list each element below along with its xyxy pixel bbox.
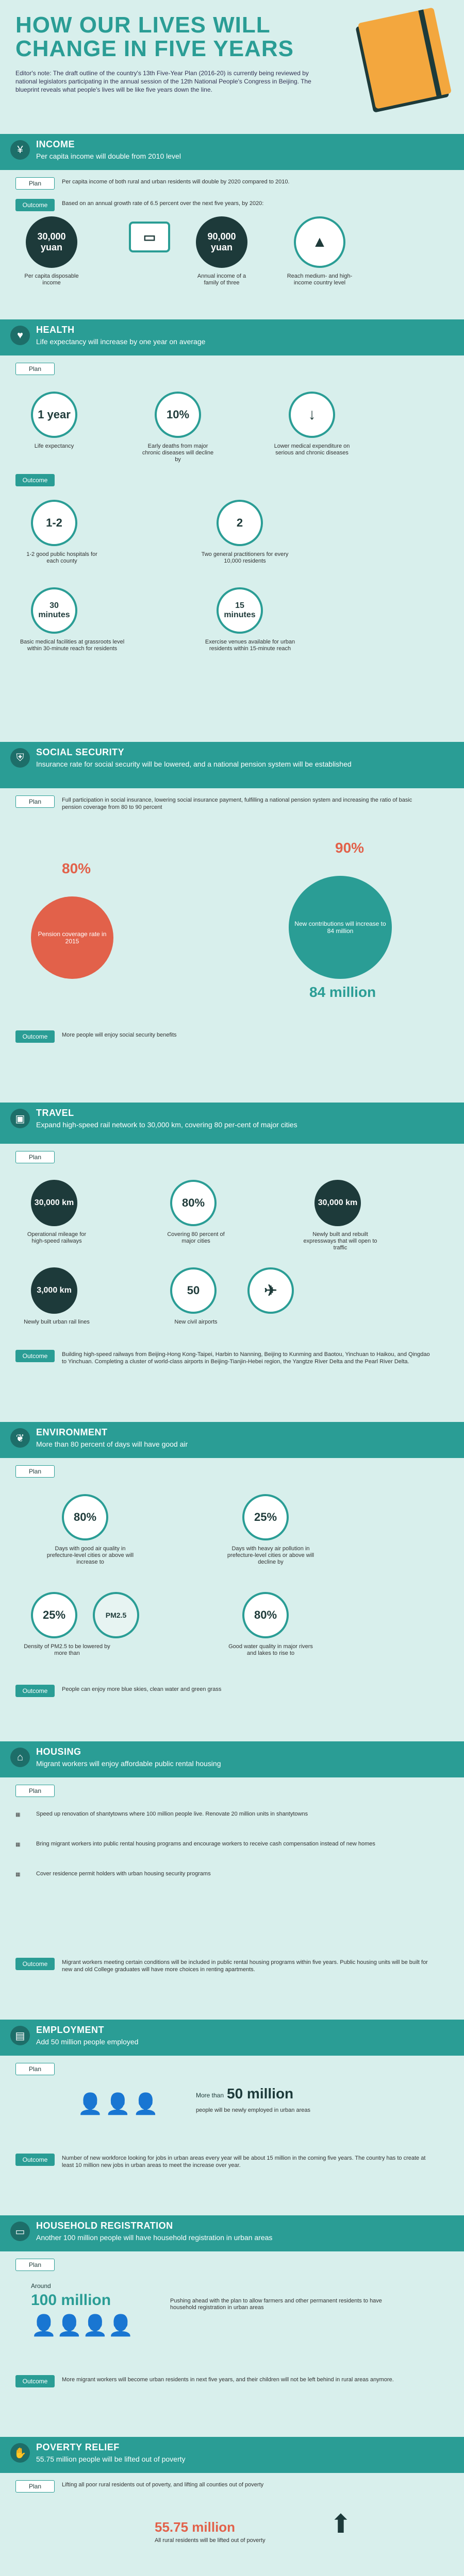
notebook-illustration [358, 7, 452, 109]
outcome-row [15, 1350, 430, 1365]
section-subtitle: Per capita income will double from 2010 level [36, 152, 181, 160]
section-title: HEALTH [36, 325, 75, 335]
plan-text: Speed up renovation of shantytowns where 100 million people live. Renovate 20 million units in shantytowns [36, 1811, 308, 1817]
outcome-text: Based on an annual growth rate of 6.5 percent over the next five years, by 2020: [62, 200, 264, 207]
down-arrow-icon: ↓ [289, 392, 335, 438]
plan-row [15, 1465, 449, 1480]
stat-caption: Per capita disposable income [24, 273, 79, 286]
section-health [0, 319, 464, 742]
stat-caption: Days with good air quality in prefecture-level cities or above will increase to [46, 1546, 134, 1565]
house-icon: ⌂ [10, 1748, 30, 1767]
plan-text: Lifting all poor rural residents out of poverty, and lifting all counties out of poverty [62, 2482, 264, 2488]
stat-circle: 10% [155, 392, 201, 438]
outcome-tag: Outcome [15, 1685, 55, 1697]
outcome-tag: Outcome [15, 1958, 55, 1970]
stat-circle: 90,000 yuan [196, 216, 247, 268]
outcome-row [15, 199, 449, 213]
plan-row [15, 2480, 449, 2495]
outcome-row [15, 2154, 426, 2168]
lift-icon: ⬆ [330, 2510, 352, 2538]
plan-row [15, 795, 449, 810]
coverage-bubble: Pension coverage rate in 2015 [31, 896, 113, 979]
outcome-text: More migrant workers will become urban residents in next five years, and their children will not be left behind in rural areas anymore. [62, 2377, 394, 2383]
plan-row [15, 2063, 449, 2077]
plan-item [15, 1809, 449, 1824]
stat-circle: 30,000 yuan [26, 216, 77, 268]
plan-tag: Plan [15, 2480, 55, 2493]
section-subtitle: Migrant workers will enjoy affordable public rental housing [36, 1759, 221, 1768]
outcome-tag: Outcome [15, 2154, 55, 2166]
section-header [0, 2437, 464, 2473]
plan-row [15, 1151, 449, 1165]
plan-text: Cover residence permit holders with urban housing security programs [36, 1871, 211, 1877]
stat-caption: New civil airports [174, 1319, 218, 1325]
plan-row [15, 363, 449, 377]
stat-caption: Early deaths from major chronic diseases will decline by [142, 443, 214, 463]
stat-circle: 1 year [31, 392, 77, 438]
heart-icon: ♥ [10, 326, 30, 345]
stat-circle: 1-2 [31, 500, 77, 546]
section-header [0, 134, 464, 170]
plan-text: Bring migrant workers into public rental housing programs and encourage workers to receive cash compensation instead of new homes [36, 1841, 375, 1847]
stat-caption: Good water quality in major rivers and lakes to rise to [228, 1643, 313, 1656]
big-number: 55.75 million [155, 2519, 236, 2535]
stat-circle: 25% [31, 1592, 77, 1638]
stat-caption: Density of PM2.5 to be lowered by more than [24, 1643, 110, 1656]
plan-row [15, 177, 449, 192]
income-icon: ¥ [10, 140, 30, 160]
stat-circle: 3,000 km [31, 1267, 77, 1314]
wallet-icon: ▭ [129, 222, 170, 252]
stat-circle: 15 minutes [217, 587, 263, 634]
big-number: 50 million [227, 2086, 294, 2102]
stat-caption: Operational mileage for high-speed railways [27, 1231, 87, 1244]
plan-tag: Plan [15, 1151, 55, 1163]
shield-icon: ⛨ [10, 748, 30, 768]
section-title: ENVIRONMENT [36, 1427, 108, 1437]
stat-caption: Life expectancy [34, 443, 74, 449]
section-employment [0, 2020, 464, 2215]
contribution-bubble: New contributions will increase to 84 million [289, 876, 392, 979]
pm25-icon: PM2.5 [93, 1592, 139, 1638]
section-header [0, 2020, 464, 2056]
leaf-icon: ❦ [10, 1428, 30, 1448]
section-header [0, 742, 464, 788]
plan-text: Pushing ahead with the plan to allow farmers and other permanent residents to have household registration in urban areas [170, 2298, 382, 2311]
stat-caption: Covering 80 percent of major cities [167, 1231, 225, 1244]
outcome-tag: Outcome [15, 199, 55, 211]
stat-caption: All rural residents will be lifted out of poverty [155, 2537, 266, 2544]
section-subtitle: Life expectancy will increase by one year on average [36, 337, 206, 346]
plan-item [15, 1839, 449, 1854]
section-title: TRAVEL [36, 1108, 74, 1118]
section-housing [0, 1741, 464, 2020]
stat-circle: 80% [62, 1494, 108, 1540]
stat-caption: Days with heavy air pollution in prefecture-level cities or above will decline by [227, 1546, 314, 1565]
section-title: HOUSEHOLD REGISTRATION [36, 2221, 173, 2231]
section-title: SOCIAL SECURITY [36, 747, 125, 757]
big-number-prefix: More than [196, 2092, 224, 2099]
plan-tag: Plan [15, 2063, 55, 2075]
section-social-security [0, 742, 464, 1103]
outcome-row [15, 474, 55, 488]
stat-caption: Lower medical expenditure on serious and chronic diseases [274, 443, 350, 456]
big-number: 84 million [309, 984, 376, 1000]
big-number: 100 million [31, 2292, 111, 2309]
editor-note: Editor's note: The draft outline of the country's 13th Five-Year Plan (2016-20) is currently being reviewed by national legislators participating in the annual session of the 12th National People's Congress in Beijing. The blueprint reveals what people's lives will be like five years down the line. [15, 70, 311, 93]
plan-text: Full participation in social insurance, lowering social insurance payment, fulfilling a national pension system and increasing the ratio of basic pension coverage from 80 to 90 percent [62, 797, 412, 810]
plan-text: Per capita income of both rural and urban residents will double by 2020 compared to 2010. [62, 179, 290, 185]
hand-icon: ✋ [10, 2443, 30, 2463]
plan-tag: Plan [15, 363, 55, 375]
section-header [0, 1103, 464, 1144]
building-icon: ▦ [15, 1872, 21, 1877]
section-title: HOUSING [36, 1747, 81, 1757]
plan-item [15, 1869, 449, 1884]
section-income [0, 134, 464, 319]
plan-tag: Plan [15, 2259, 55, 2271]
people-icon: 👤👤👤👤 [31, 2314, 134, 2337]
building-icon: ▦ [15, 1812, 21, 1818]
section-header [0, 319, 464, 355]
section-poverty-relief [0, 2437, 464, 2576]
section-title: EMPLOYMENT [36, 2025, 105, 2035]
outcome-row [15, 2375, 394, 2389]
growth-chart-icon: ▲ [294, 216, 345, 268]
section-household-registration [0, 2215, 464, 2437]
percent-label: 80% [62, 860, 91, 876]
section-title: INCOME [36, 139, 75, 149]
plan-tag: Plan [15, 177, 55, 190]
outcome-row [15, 1958, 428, 1973]
people-icon: 👤👤👤 [77, 2093, 161, 2115]
plan-tag: Plan [15, 795, 55, 808]
stat-caption: 1-2 good public hospitals for each county [26, 551, 97, 564]
stat-caption: Newly built urban rail lines [24, 1319, 90, 1325]
stat-circle: 30,000 km [314, 1180, 361, 1226]
section-subtitle: 55.75 million people will be lifted out of poverty [36, 2455, 186, 2463]
stat-caption: Annual income of a family of three [197, 273, 246, 286]
stat-circle: 25% [242, 1494, 289, 1540]
outcome-tag: Outcome [15, 1030, 55, 1043]
outcome-text: Building high-speed railways from Beijing-Hong Kong-Taipei, Harbin to Nanning, Beijing to Kunming and Baotou, Yinchuan to Haikou, and Qingdao to Yinchuan. Completing a cluster of world-class airports in Beijing-Tianjin-Hebei region, the Yangtze River Delta and the Pearl River Delta. [62, 1351, 430, 1365]
train-icon: ▣ [10, 1109, 30, 1128]
stat-caption: Newly built and rebuilt expressways that will open to traffic [303, 1231, 377, 1251]
outcome-text: People can enjoy more blue skies, clean water and green grass [62, 1686, 222, 1692]
stat-circle: 30,000 km [31, 1180, 77, 1226]
outcome-text: Number of new workforce looking for jobs in urban areas every year will be about 15 million in the coming five years. The country has to create at least 10 million new jobs in urban areas to meet the increase over year. [62, 2155, 426, 2168]
stat-caption: Two general practitioners for every 10,000 residents [201, 551, 289, 564]
outcome-row [15, 1030, 177, 1045]
briefcase-icon: ▤ [10, 2026, 30, 2045]
section-header [0, 2215, 464, 2251]
stat-caption: people will be newly employed in urban areas [196, 2107, 310, 2113]
airplane-icon: ✈ [247, 1267, 294, 1314]
plan-tag: Plan [15, 1785, 55, 1797]
outcome-tag: Outcome [15, 2375, 55, 2387]
header [0, 0, 464, 134]
section-travel [0, 1103, 464, 1422]
stat-caption: Exercise venues available for urban residents within 15-minute reach [205, 639, 295, 652]
stat-caption: Basic medical facilities at grassroots level within 30-minute reach for residents [20, 639, 125, 652]
outcome-text: Migrant workers meeting certain conditions will be included in public rental housing programs within five years. Public housing units will be built for new and old College graduates will have more choices in renting apartments. [62, 1959, 428, 1973]
section-subtitle: Insurance rate for social security will be lowered, and a national pension system will be established [36, 760, 352, 768]
plan-row [15, 1785, 449, 1799]
plan-row [15, 2259, 449, 2273]
page-title: HOW OUR LIVES WILL CHANGE IN FIVE YEARS [15, 12, 294, 61]
outcome-tag: Outcome [15, 1350, 55, 1362]
stat-circle: 2 [217, 500, 263, 546]
plan-tag: Plan [15, 1465, 55, 1478]
stat-circle: 50 [170, 1267, 217, 1314]
section-header [0, 1422, 464, 1458]
section-subtitle: Add 50 million people employed [36, 2038, 139, 2046]
big-number-prefix: Around [31, 2282, 51, 2290]
outcome-tag: Outcome [15, 474, 55, 486]
section-subtitle: Another 100 million people will have household registration in urban areas [36, 2233, 273, 2242]
stat-circle: 30 minutes [31, 587, 77, 634]
outcome-text: More people will enjoy social security benefits [62, 1032, 177, 1038]
section-subtitle: Expand high-speed rail network to 30,000 km, covering 80 per-cent of major cities [36, 1121, 297, 1129]
stat-circle: 80% [242, 1592, 289, 1638]
section-header [0, 1741, 464, 1777]
section-environment [0, 1422, 464, 1741]
stat-circle: 80% [170, 1180, 217, 1226]
section-title: POVERTY RELIEF [36, 2442, 120, 2452]
outcome-row [15, 1685, 222, 1699]
percent-label: 90% [335, 840, 364, 856]
stat-caption: Reach medium- and high-income country level [287, 273, 353, 286]
section-subtitle: More than 80 percent of days will have good air [36, 1440, 188, 1448]
id-card-icon: ▭ [10, 2222, 30, 2241]
building-icon: ▦ [15, 1842, 21, 1848]
